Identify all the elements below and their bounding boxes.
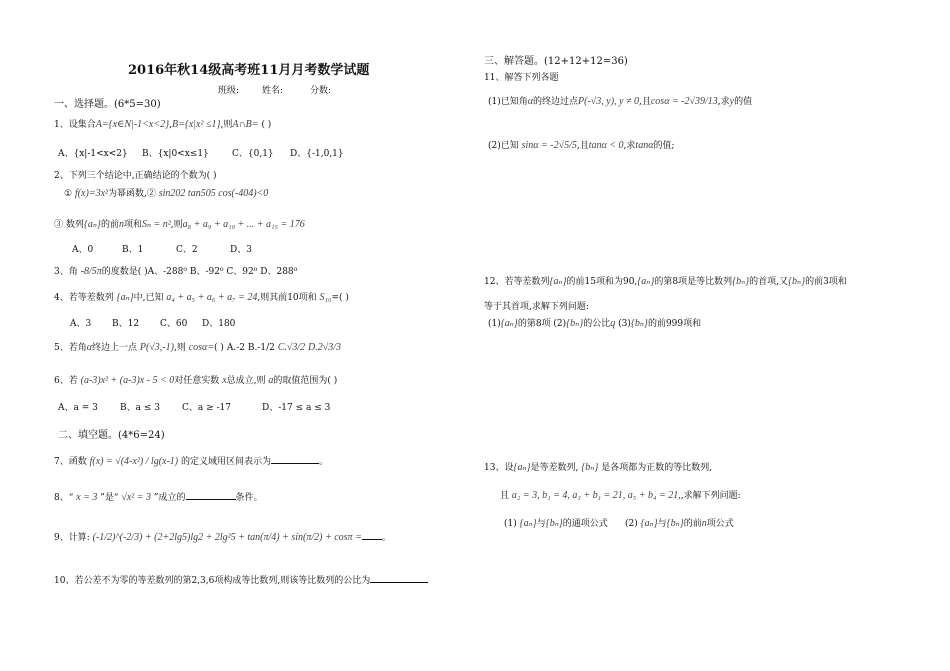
q3-option-c: C、92⁰ [226,267,258,277]
q11-p1-label: (1)已知角 [488,97,528,107]
q13-p1-and: 与 [536,519,546,529]
q3-option-b: B、-92⁰ [189,267,224,277]
q2-option-a: A、0 [72,245,94,255]
q12-stem: 12、若等差数列 [484,277,550,287]
q5-option-c: C.√3/2 [277,342,306,353]
q5-text: 终边上一点 [91,343,137,353]
question-10 [54,573,428,587]
q2-item3-text3: ,则 [170,220,183,230]
q3-option-d: D、288⁰ [260,267,298,277]
question-3 [54,266,297,278]
score-label: 分数: [310,86,332,96]
q12-p3-label: (3) [618,319,631,329]
q2-item1-expr: f(x)=3x² [74,188,109,199]
q12-p1-label: (1) [488,319,501,329]
q4-option-b: B、12 [112,319,140,329]
class-label: 班级: [218,86,240,96]
q13-p1-seq-a: {aₙ} [519,518,537,529]
q13-seq-a: {aₙ} [513,462,531,473]
q8-stem: 8、“ [54,493,74,503]
q13-p2-text: 的前 [683,519,702,529]
q2-option-b: B、1 [122,245,144,255]
q1-option-a: A、{x|-1<x<2} [58,149,128,159]
q13-p2-n: n [701,518,707,529]
q13-p2-seq-b: {bₙ} [666,518,684,529]
q3-stem: 3、角 [54,267,78,277]
question-6 [54,375,337,387]
q5-option-b: B.-1/2 [247,343,275,353]
q2-line-1 [64,188,268,200]
q13-text1: 是等差数列, [530,463,579,473]
q4-option-c: C、60 [160,319,188,329]
q11-p2-end: 的值; [653,141,675,151]
q11-p1-cond: , y ≠ 0 [614,96,639,107]
q2-item3-text2: 项和 [123,220,142,230]
q12-p1-seq: {aₙ} [500,318,518,329]
section-heading-solve: 三、解答题。(12+12+12=36) [484,56,628,67]
q13-line-1 [484,462,712,474]
q8-end: 条件。 [235,493,263,503]
q11-stem: 11、解答下列各题 [484,73,559,83]
q5-option-d: D.2√3/3 [308,342,342,353]
q1-option-b: B、{x|0<x≤1} [142,149,209,159]
q12-text4: 的前3项和 [805,277,847,287]
q5-point: P(√3,-1) [139,342,174,353]
q12-line-1 [484,276,847,288]
q4-text2: ,则其前10项和 [257,293,317,303]
q13-p2-seq-a: {aₙ} [640,518,658,529]
question-9 [54,530,391,544]
q2-item2-expr: sin202 tan505 cos(-404)<0 [158,188,269,199]
q1-ask: ,则 [220,120,233,130]
q8-text: ”成立的 [153,493,186,503]
question-7 [54,454,328,468]
q1-expr: A∩B= [232,119,259,130]
q13-line-2 [500,490,741,502]
q12-p2-seq: {bₙ} [566,318,584,329]
question-4 [54,292,349,304]
q11-part-2 [488,140,675,152]
q6-x: x [222,375,227,386]
q8-expr2: √x² = 3 [121,492,152,503]
q13-stem: 13、设 [484,463,514,473]
q12-line-2: 等于其首项,求解下列问题: [484,302,589,312]
q5-text2: ,则 [173,343,186,353]
q3-angle: -8/5π [80,266,102,277]
q7-expr: f(x) = √(4-x²) / lg(x-1) [89,456,179,467]
q3-option-a: A、-288⁰ [147,267,187,277]
q11-p1-expr: cosα = -2√39/13 [650,96,718,107]
q6-expr: (a-3)x² + (a-3)x - 5 < 0 [80,375,175,386]
q13-p1-label: (1) [504,519,517,529]
q5-alpha: α [86,342,92,353]
q9-answer-blank[interactable] [362,530,382,540]
q1-comma: , [169,120,172,130]
q2-item1-num: ① [64,189,73,199]
q9-stem: 9、计算: [54,533,90,543]
q11-p1-text2: ,且 [638,97,651,107]
q10-stem: 10、若公差不为零的等差数列的第2,3,6项构成等比数列,则该等比数列的公比为 [54,576,371,586]
q2-item3-seq: {aₙ} [83,219,101,230]
q10-answer-blank[interactable] [370,573,428,583]
q13-line2-text: ,求解下列问题: [680,491,741,501]
q12-parts [488,318,701,330]
q11-p2-label: (2)已知 [488,141,519,151]
q11-p2-target: tanα [635,140,654,151]
q12-p2-label: (2) [553,319,567,329]
q6-stem: 6、若 [54,376,78,386]
q6-option-c: C、a ≥ -17 [182,403,232,413]
q2-line-2 [54,219,305,231]
q13-p2-end: 项公式 [706,519,734,529]
q4-expr: a₄ + a₅ + a₆ + a₇ = 24 [166,292,258,303]
q9-expr: (-1/2)^(-2/3) + (2+2lg5)lg2 + 2lg²5 + tan(π/4) + sin(π/2) + cosπ = [92,532,362,543]
q13-p2-and: 与 [657,519,667,529]
name-label: 姓名: [262,86,284,96]
q8-expr1: x = 3 [76,492,98,503]
q12-text2: 的第8项是等比数列 [654,277,733,287]
q4-text: 中,已知 [133,293,164,303]
q12-seq-a-2: {aₙ} [637,276,655,287]
q1-set-a: A={x∈N|-1<x<2} [95,119,170,130]
q6-option-d: D、-17 ≤ a ≤ 3 [262,403,331,413]
q1-option-d: D、{-1,0,1} [290,149,344,159]
q5-stem: 5、若角 [54,343,87,353]
q7-stem: 7、函数 [54,457,87,467]
q6-option-a: A、a = 3 [58,403,98,413]
q2-item1-text: 为幂函数,② [108,189,156,199]
q5-expr: cosα= [188,342,215,353]
q6-option-b: B、a ≤ 3 [120,403,160,413]
q12-p3-text: 的前999项和 [647,319,702,329]
question-5 [54,342,341,354]
q2-item3-expr: a₈ + a₉ + a₁₀ + ... + a₁₅ = 176 [182,219,305,230]
q6-text3: 的取值范围为( ) [273,376,338,386]
question-1 [54,119,271,131]
q11-p2-text: ,且 [576,141,589,151]
q1-option-c: C、{0,1} [232,149,274,159]
q13-seq-b: {bₙ} [581,462,599,473]
q11-p2-text2: ,求 [623,141,636,151]
q2-item3-text: 的前 [100,220,119,230]
q11-p2-cond: tanα < 0 [588,140,624,151]
q6-text: 对任意实数 [174,376,220,386]
q12-text3: 的首项,又 [749,277,789,287]
q11-p1-alpha: α [527,96,533,107]
q7-answer-blank[interactable] [271,454,319,464]
q5-option-a: A.-2 [226,343,245,353]
q13-text2: 是各项都为正数的等比数列, [601,463,713,473]
q11-p2-expr: sinα = -2√5/5 [521,140,577,151]
q4-option-a: A、3 [70,319,92,329]
q2-item3-n: n [118,219,124,230]
q12-seq-b: {bₙ} [732,276,750,287]
q4-option-d: D、180 [202,319,236,329]
q2-stem: 2、下列三个结论中,正确结论的个数为( ) [54,171,217,181]
q4-seq: {aₙ} [116,292,134,303]
q11-p1-text: 的终边过点 [533,97,579,107]
q13-parts [504,518,734,530]
q11-p1-point: P(-√3, y) [578,96,615,107]
q11-p1-y: y [729,96,735,107]
q5-paren: ( ) [214,343,224,353]
q4-stem: 4、若等差数列 [54,293,114,303]
q6-text2: 总成立,则 [226,376,266,386]
q7-text: 的定义域用区间表示为 [181,457,272,467]
q13-p1-seq-b: {bₙ} [545,518,563,529]
q8-mid: ”是“ [100,493,119,503]
q13-line2-pre: 且 [500,491,510,501]
q2-item3-sum: Sₙ = n² [141,219,171,230]
q1-paren: ( ) [261,120,272,130]
q6-a-var: a [268,375,274,386]
q4-sum: S₁₀ [319,292,332,303]
q12-p3-seq: {bₙ} [630,318,648,329]
q12-p1-text: 的第8项 [517,319,551,329]
q2-item3-num: ③ 数列 [54,220,84,230]
q12-seq-b-2: {bₙ} [788,276,806,287]
q11-p1-end: 的值 [734,97,753,107]
q13-p1-text: 的通项公式 [562,519,608,529]
q12-seq-a: {aₙ} [549,276,567,287]
q13-line2-expr: a₂ = 3, b₁ = 4, a₃ + b₁ = 21, a₅ + b₄ = 21, [511,490,681,501]
q11-part-1 [488,96,752,108]
q13-p2-label: (2) [624,519,638,529]
q1-stem: 1、设集合 [54,120,96,130]
q2-option-c: C、2 [176,245,198,255]
q7-end: 。 [319,457,329,467]
section-heading-choice: 一、选择题。(6*5=30) [54,99,161,110]
exam-title: 2016年秋14级高考班11月月考数学试题 [128,63,370,78]
q3-text: 的度数是( ) [101,267,148,277]
q2-option-d: D、3 [230,245,252,255]
q4-paren: =( ) [331,293,349,303]
q12-p2-q: q [610,318,616,329]
section-heading-fill: 二、填空题。(4*6=24) [58,430,165,441]
q12-text1: 的前15项和为90, [566,277,638,287]
q8-answer-blank[interactable] [186,490,236,500]
q12-p2-text: 的公比 [583,319,611,329]
question-8 [54,490,263,504]
q1-set-b: B={x|x² ≤1} [172,119,221,130]
q9-end: 。 [381,533,391,543]
q11-p1-text3: ,求 [717,97,730,107]
